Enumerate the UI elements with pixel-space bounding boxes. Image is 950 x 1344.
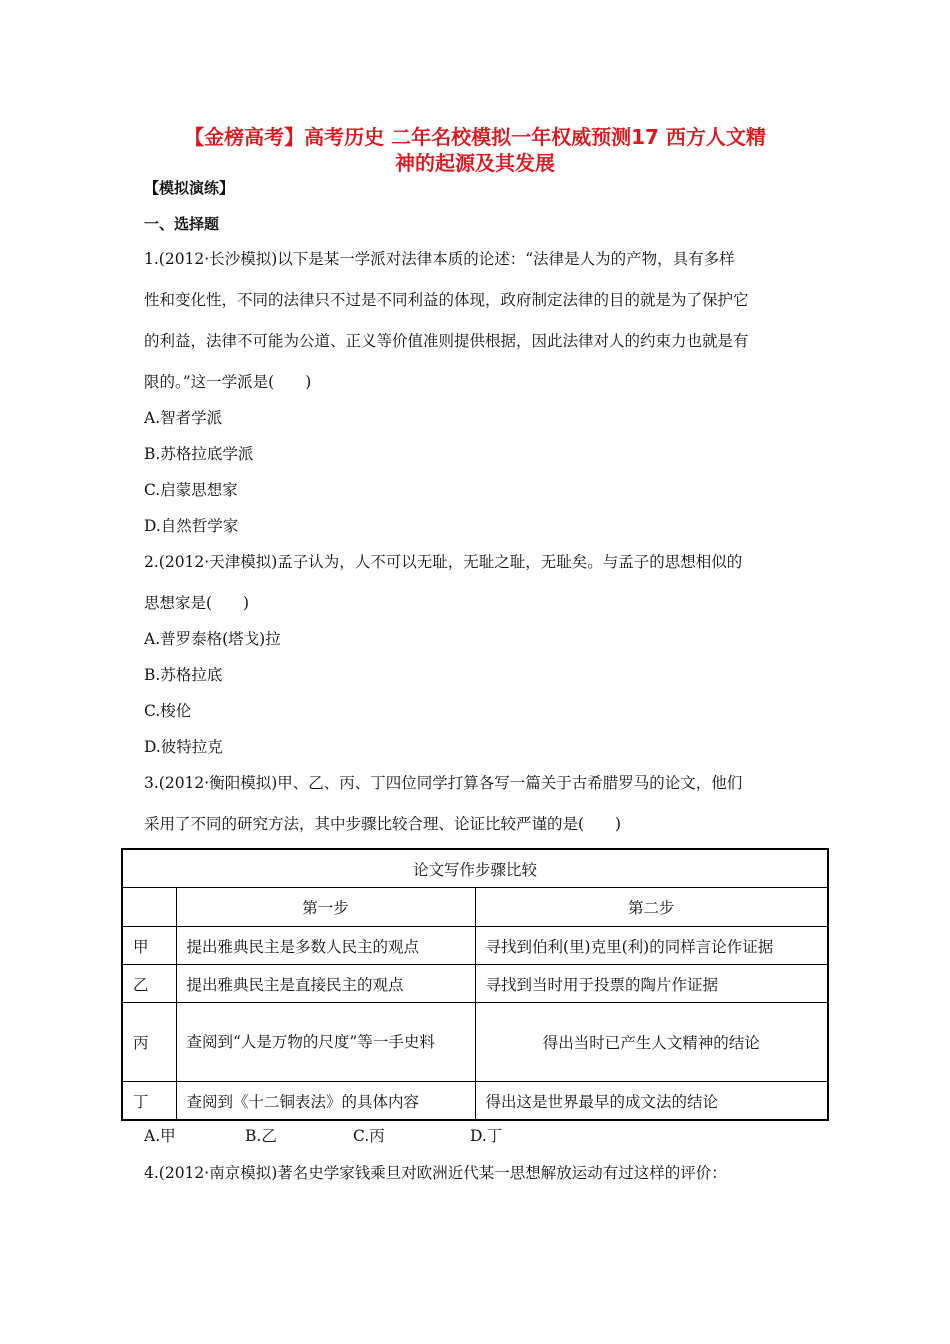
table-header-row	[122, 888, 828, 927]
table-header-step-2: 第二步	[475, 888, 828, 927]
question-2-line-1: 2.(2012·天津模拟)孟子认为，人不可以无耻，无耻之耻，无耻矣。与孟子的思想相似的	[144, 553, 743, 571]
table-caption-row	[122, 849, 828, 888]
table-row	[122, 1082, 828, 1121]
question-2-option-b: B.苏格拉底	[144, 666, 223, 684]
table-row-step-2: 得出这是世界最早的成文法的结论	[475, 1082, 828, 1121]
table-row-student: 丙	[122, 1003, 176, 1082]
question-3-options	[144, 1126, 502, 1146]
question-1-line-1: 1.(2012·长沙模拟)以下是某一学派对法律本质的论述：“法律是人为的产物，具有多样	[144, 250, 735, 268]
question-1-option-d: D.自然哲学家	[144, 517, 239, 535]
table-row-student: 丁	[122, 1082, 176, 1121]
question-1-option-a: A.智者学派	[144, 409, 223, 427]
table-caption: 论文写作步骤比较	[122, 849, 828, 888]
part-header: 一、选择题	[144, 215, 220, 233]
question-1-option-b: B.苏格拉底学派	[144, 445, 254, 463]
question-1-line-3: 的利益，法律不可能为公道、正义等价值准则提供根据，因此法律对人的约束力也就是有	[144, 332, 749, 350]
table-row-step-1: 提出雅典民主是直接民主的观点	[176, 965, 475, 1003]
question-2-line-2: 思想家是( )	[144, 594, 250, 612]
question-2-option-a: A.普罗泰格(塔戈)拉	[144, 630, 281, 648]
document-title-line-2: 神的起源及其发展	[395, 151, 555, 175]
question-1-line-4: 限的。”这一学派是( )	[144, 373, 312, 391]
question-3-option-b: B.乙	[245, 1127, 277, 1145]
table-row-step-1: 查阅到《十二铜表法》的具体内容	[176, 1082, 475, 1121]
question-3-option-a: A.甲	[144, 1127, 176, 1145]
table-row	[122, 1003, 828, 1082]
comparison-table	[121, 848, 829, 1121]
table-row-step-2: 寻找到当时用于投票的陶片作证据	[475, 965, 828, 1003]
table-row-student: 甲	[122, 927, 176, 965]
question-1-line-2: 性和变化性，不同的法律只不过是不同利益的体现，政府制定法律的目的就是为了保护它	[144, 291, 749, 309]
table-row	[122, 927, 828, 965]
table-row-step-1: 提出雅典民主是多数人民主的观点	[176, 927, 475, 965]
table-row	[122, 965, 828, 1003]
table-header-empty	[122, 888, 176, 927]
section-header: 【模拟演练】	[144, 179, 235, 197]
table-header-step-1: 第一步	[176, 888, 475, 927]
question-3-option-d: D.丁	[470, 1127, 503, 1145]
table-row-step-2: 寻找到伯利(里)克里(利)的同样言论作证据	[475, 927, 828, 965]
table-row-step-2: 得出当时已产生人文精神的结论	[475, 1003, 828, 1082]
question-4-line-1: 4.(2012·南京模拟)著名史学家钱乘旦对欧洲近代某一思想解放运动有过这样的评价：	[144, 1164, 727, 1182]
document-title-line-1: 【金榜高考】高考历史 二年名校模拟一年权威预测17 西方人文精	[184, 125, 766, 149]
table-row-step-1: 查阅到“人是万物的尺度”等一手史料	[176, 1003, 475, 1082]
question-3-line-1: 3.(2012·衡阳模拟)甲、乙、丙、丁四位同学打算各写一篇关于古希腊罗马的论文，他们	[144, 774, 743, 792]
question-3-line-2: 采用了不同的研究方法，其中步骤比较合理、论证比较严谨的是( )	[144, 815, 622, 833]
question-3-option-c: C.丙	[353, 1127, 385, 1145]
question-2-option-d: D.彼特拉克	[144, 738, 223, 756]
question-2-option-c: C.梭伦	[144, 702, 192, 720]
table-row-student: 乙	[122, 965, 176, 1003]
question-1-option-c: C.启蒙思想家	[144, 481, 238, 499]
